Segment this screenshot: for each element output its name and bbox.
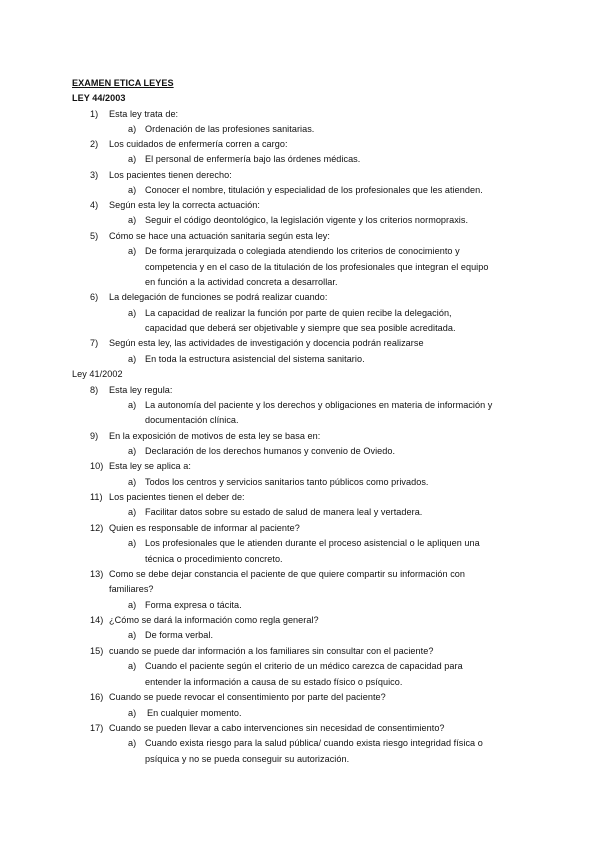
question-text: Según esta ley, las actividades de investigación y docencia podrán realizarse: [109, 338, 424, 348]
question-text: Esta ley se aplica a:: [109, 461, 191, 471]
answer-letter: a): [128, 507, 137, 517]
question-text: Cuando se puede revocar el consentimiento por parte del paciente?: [109, 692, 386, 702]
answer-letter: a): [128, 738, 137, 748]
answer-letter: a): [128, 124, 137, 134]
answer-letter: a): [128, 354, 137, 364]
answer-letter: a): [128, 308, 137, 318]
question-text: Esta ley regula:: [109, 385, 173, 395]
question-text: ¿Cómo se dará la información como regla general?: [109, 615, 319, 625]
question-text: En la exposición de motivos de esta ley se basa en:: [109, 431, 321, 441]
question-number: 6): [90, 292, 99, 302]
question-number: 10): [90, 461, 104, 471]
answer-letter: a): [128, 185, 137, 195]
answer-text: En cualquier momento.: [147, 708, 242, 718]
answer-letter: a): [128, 661, 137, 671]
answer-text: Forma expresa o tácita.: [145, 600, 242, 610]
answer-text: La capacidad de realizar la función por parte de quien recibe la delegación,: [145, 308, 452, 318]
question-number: 5): [90, 231, 99, 241]
question-text: Cómo se hace una actuación sanitaria según esta ley:: [109, 231, 330, 241]
question-number: 13): [90, 569, 104, 579]
question-number: 3): [90, 170, 99, 180]
answer-letter: a): [128, 630, 137, 640]
answer-letter: a): [128, 477, 137, 487]
answer-letter: a): [128, 538, 137, 548]
question-number: 2): [90, 139, 99, 149]
section-heading-ley-44: LEY 44/2003: [72, 93, 126, 103]
answer-text: Cuando exista riesgo para la salud pública/ cuando exista riesgo integridad física o: [145, 738, 483, 748]
question-text: Esta ley trata de:: [109, 109, 179, 119]
answer-text: Cuando el paciente según el criterio de un médico carezca de capacidad para: [145, 661, 463, 671]
answer-text: En toda la estructura asistencial del sistema sanitario.: [145, 354, 365, 364]
answer-text: Los profesionales que le atienden durante el proceso asistencial o le apliquen una: [145, 538, 480, 548]
question-text: cuando se puede dar información a los familiares sin consultar con el paciente?: [109, 646, 434, 656]
answer-text: psíquica y no se pueda conseguir su autorización.: [145, 754, 350, 764]
question-number: 8): [90, 385, 99, 395]
answer-text: en función a la actividad concreta a desarrollar.: [145, 277, 338, 287]
answer-text: Todos los centros y servicios sanitarios tanto públicos como privados.: [145, 477, 429, 487]
answer-text: Facilitar datos sobre su estado de salud de manera leal y vertadera.: [145, 507, 423, 517]
section-heading-ley-41: Ley 41/2002: [72, 369, 123, 379]
answer-text: Ordenación de las profesiones sanitarias.: [145, 124, 315, 134]
answer-text: El personal de enfermería bajo las órdenes médicas.: [145, 154, 361, 164]
answer-letter: a): [128, 446, 137, 456]
question-text: Los pacientes tienen el deber de:: [109, 492, 245, 502]
question-number: 12): [90, 523, 104, 533]
question-number: 14): [90, 615, 104, 625]
answer-letter: a): [128, 154, 137, 164]
answer-text: De forma jerarquizada o colegiada atendiendo los criterios de conocimiento y: [145, 246, 460, 256]
question-text: Según esta ley la correcta actuación:: [109, 200, 260, 210]
question-number: 11): [90, 492, 103, 502]
answer-text: capacidad que deberá ser objetivable y siempre que sea posible acreditada.: [145, 323, 456, 333]
answer-letter: a): [128, 246, 137, 256]
document-title: EXAMEN ETICA LEYES: [72, 78, 174, 88]
question-number: 7): [90, 338, 99, 348]
answer-text: Seguir el código deontológico, la legislación vigente y los criterios normopraxis.: [145, 215, 469, 225]
answer-text: Declaración de los derechos humanos y convenio de Oviedo.: [145, 446, 396, 456]
question-text: familiares?: [109, 584, 154, 594]
question-number: 9): [90, 431, 99, 441]
question-text: Los pacientes tienen derecho:: [109, 170, 232, 180]
question-text: La delegación de funciones se podrá realizar cuando:: [109, 292, 328, 302]
answer-letter: a): [128, 600, 137, 610]
answer-letter: a): [128, 215, 137, 225]
answer-text: La autonomía del paciente y los derechos y obligaciones en materia de información y: [145, 400, 493, 410]
question-text: Los cuidados de enfermería corren a cargo:: [109, 139, 288, 149]
answer-text: técnica o procedimiento concreto.: [145, 554, 283, 564]
question-text: Como se debe dejar constancia el paciente de que quiere compartir su información con: [109, 569, 466, 579]
answer-text: De forma verbal.: [145, 630, 214, 640]
answer-text: entender la información a causa de su estado físico o psíquico.: [145, 677, 403, 687]
question-text: Quien es responsable de informar al paciente?: [109, 523, 300, 533]
question-number: 17): [90, 723, 104, 733]
answer-text: competencia y en el caso de la titulación de los profesionales que integran el equipo: [145, 262, 489, 272]
question-number: 15): [90, 646, 104, 656]
answer-text: Conocer el nombre, titulación y especialidad de los profesionales que les atienden.: [145, 185, 483, 195]
answer-letter: a): [128, 708, 137, 718]
question-number: 4): [90, 200, 99, 210]
question-number: 1): [90, 109, 99, 119]
question-text: Cuando se pueden llevar a cabo intervenciones sin necesidad de consentimiento?: [109, 723, 445, 733]
answer-letter: a): [128, 400, 137, 410]
answer-text: documentación clínica.: [145, 415, 239, 425]
question-number: 16): [90, 692, 104, 702]
